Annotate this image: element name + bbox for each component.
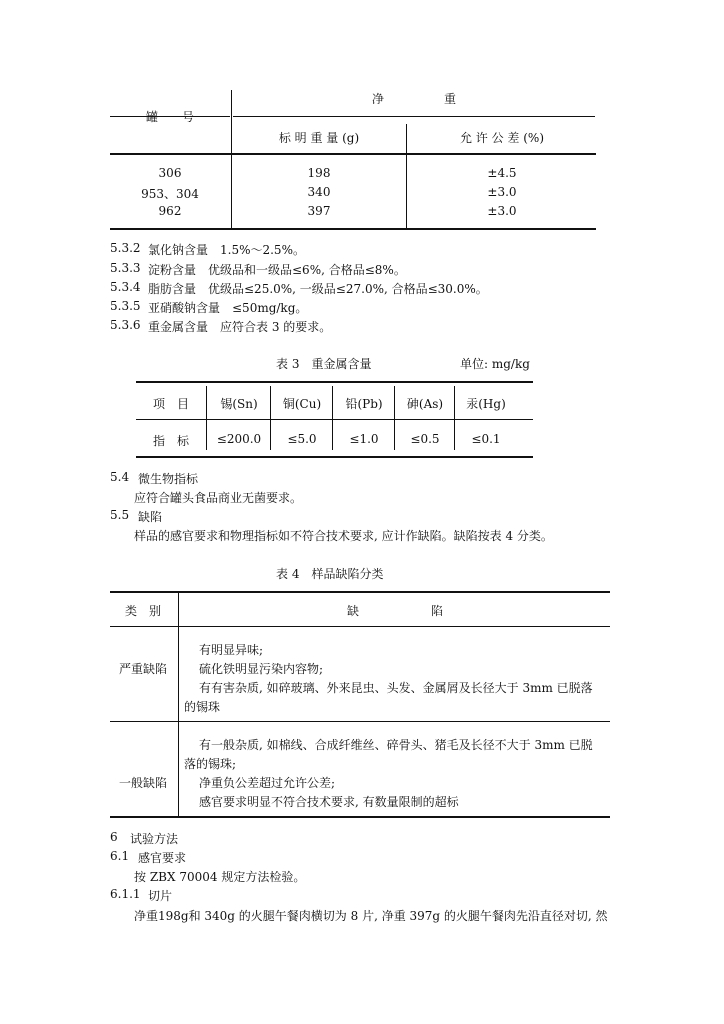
- clause-number: 5.3.6: [110, 318, 141, 332]
- defect-line: 硫化铁明显污染内容物;: [199, 662, 324, 676]
- col-net-weight-header: 净 重: [371, 92, 456, 106]
- table-divider: [406, 124, 407, 230]
- table-rule: [136, 381, 533, 383]
- table-rule: [110, 591, 610, 593]
- section-number: 5.4: [110, 470, 130, 484]
- defect-line: 有一般杂质, 如棉线、合成纤维丝、碎骨头、猪毛及长径不大于 3mm 已脱: [199, 738, 593, 752]
- table-cell: ±4.5: [487, 166, 517, 180]
- clause-number: 5.3.4: [110, 280, 141, 294]
- table-divider: [394, 386, 395, 450]
- table-cell: 306: [158, 166, 182, 180]
- table-header-cell: 砷(As): [406, 397, 444, 411]
- table-cell: ±3.0: [487, 185, 517, 199]
- table-divider: [454, 386, 455, 450]
- table-rule: [110, 228, 596, 230]
- table-caption: 表 3 重金属含量: [276, 357, 372, 371]
- severe-defect-label: 严重缺陷: [118, 662, 167, 676]
- table-cell: 198: [307, 166, 331, 180]
- col-can-header: 罐 号: [145, 110, 194, 124]
- clause-text: 淀粉含量 优级品和一级品≤6%, 合格品≤8%。: [148, 263, 406, 277]
- table-rule: [136, 456, 533, 458]
- table-cell: 953、304: [141, 187, 199, 201]
- table-rule: [110, 721, 610, 722]
- table-divider: [231, 90, 232, 230]
- general-defect-label: 一般缺陷: [118, 776, 167, 790]
- table-rule: [136, 419, 533, 420]
- section-title: 试验方法: [130, 832, 179, 846]
- section-text: 样品的感官要求和物理指标如不符合技术要求, 应计作缺陷。缺陷按表 4 分类。: [134, 529, 553, 543]
- defect-line: 落的锡珠;: [184, 757, 237, 771]
- defect-line: 净重负公差超过允许公差;: [199, 776, 336, 790]
- table-header-cell: 铅(Pb): [345, 397, 383, 411]
- clause-number: 5.3.3: [110, 261, 141, 275]
- clause-number: 5.3.5: [110, 299, 141, 313]
- table-divider: [332, 386, 333, 450]
- table-header-cell: 汞(Hg): [466, 397, 506, 411]
- col-defect-header: 缺 陷: [346, 604, 443, 618]
- defect-line: 感官要求明显不符合技术要求, 有数量限制的超标: [199, 795, 459, 809]
- table-rule: [233, 116, 595, 117]
- table-cell: ≤200.0: [216, 432, 262, 446]
- table-caption: 表 4 样品缺陷分类: [276, 567, 384, 581]
- table-cell: ≤1.0: [349, 432, 379, 446]
- section-title: 感官要求: [138, 851, 187, 865]
- table-cell: ≤0.1: [471, 432, 501, 446]
- table-cell: 指 标: [152, 434, 189, 448]
- table-cell: ≤5.0: [287, 432, 317, 446]
- table-unit: 单位: mg/kg: [460, 357, 530, 371]
- section-text: 应符合罐头食品商业无菌要求。: [134, 491, 303, 505]
- section-title: 微生物指标: [138, 472, 199, 486]
- table-cell: 962: [158, 204, 182, 218]
- table-rule: [110, 153, 596, 155]
- clause-text: 氯化钠含量 1.5%～2.5%。: [148, 243, 305, 257]
- table-divider: [206, 386, 207, 450]
- col-tolerance-header: 允 许 公 差 (%): [459, 131, 545, 145]
- col-category-header: 类 别: [124, 604, 161, 618]
- section-number: 5.5: [110, 508, 130, 522]
- section-title: 切片: [148, 889, 173, 903]
- table-rule: [110, 816, 610, 818]
- section-number: 6.1.1: [110, 887, 141, 901]
- section-number: 6.1: [110, 849, 130, 863]
- table-cell: 340: [307, 185, 331, 199]
- table-cell: ≤0.5: [410, 432, 440, 446]
- table-header-cell: 项 目: [152, 397, 189, 411]
- defect-line: 有有害杂质, 如碎玻璃、外来昆虫、头发、金属屑及长径大于 3mm 已脱落: [199, 681, 593, 695]
- defect-line: 的锡珠: [184, 700, 221, 714]
- defect-line: 有明显异味;: [199, 643, 264, 657]
- clause-text: 亚硝酸钠含量 ≤50mg/kg。: [148, 301, 308, 315]
- table-header-cell: 铜(Cu): [282, 397, 322, 411]
- table-divider: [270, 386, 271, 450]
- clause-text: 脂肪含量 优级品≤25.0%, 一级品≤27.0%, 合格品≤30.0%。: [148, 282, 488, 296]
- table-cell: ±3.0: [487, 204, 517, 218]
- section-title: 缺陷: [138, 510, 163, 524]
- table-rule: [110, 626, 610, 627]
- section-text: 净重198g和 340g 的火腿午餐肉横切为 8 片, 净重 397g 的火腿午餐肉先沿直径对切, 然: [134, 909, 608, 923]
- table-header-cell: 锡(Sn): [220, 397, 258, 411]
- col-labeled-weight-header: 标 明 重 量 (g): [278, 131, 360, 145]
- section-text: 按 ZBX 70004 规定方法检验。: [134, 870, 306, 884]
- clause-number: 5.3.2: [110, 241, 141, 255]
- clause-text: 重金属含量 应符合表 3 的要求。: [148, 320, 332, 334]
- table-cell: 397: [307, 204, 331, 218]
- table-divider: [178, 592, 179, 816]
- section-number: 6: [110, 830, 118, 844]
